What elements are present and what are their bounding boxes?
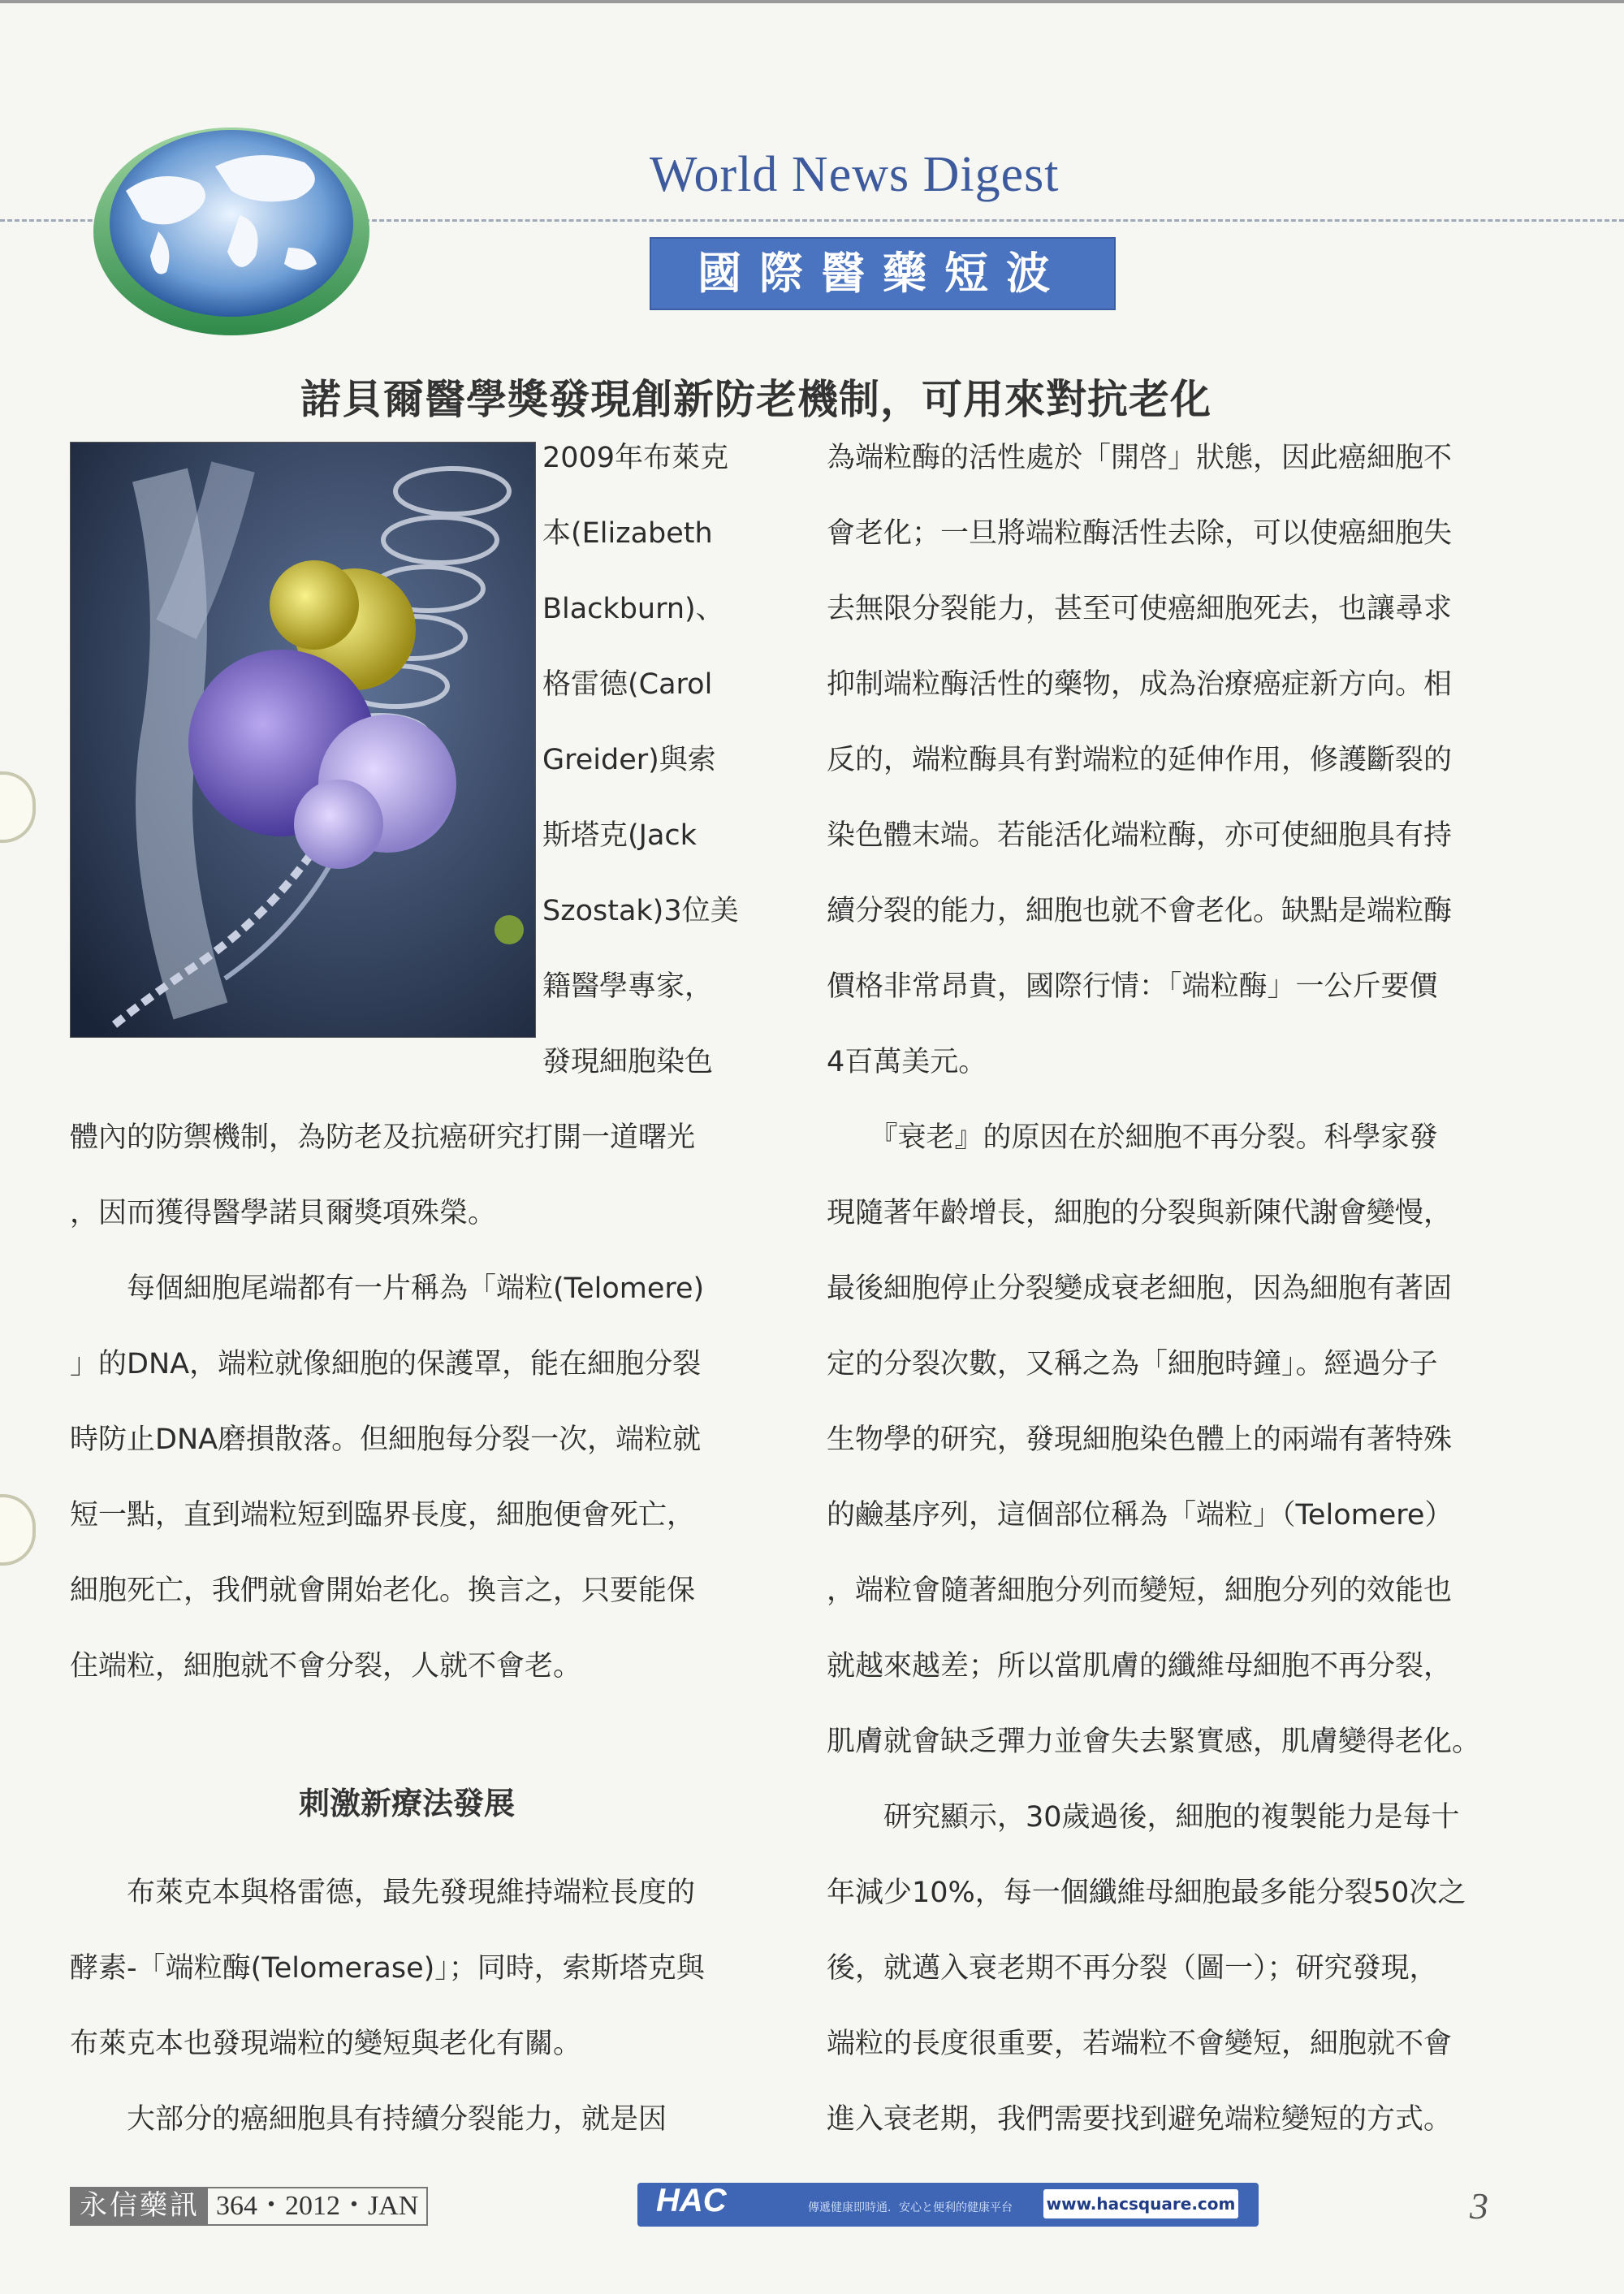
magazine-name: 永信藥訊	[71, 2188, 208, 2224]
text-line: 住端粒，細胞就不會分裂，人就不會老。	[70, 1650, 582, 1683]
header-title-english: World News Digest	[650, 147, 1060, 202]
text-line: 去無限分裂能力，甚至可使癌細胞死去，也讓尋求	[827, 593, 1453, 625]
text-line: 為端粒酶的活性處於「開啓」狀態，因此癌細胞不	[827, 442, 1453, 474]
text-line: 生物學的研究，發現細胞染色體上的兩端有著特殊	[827, 1423, 1453, 1456]
text-line: 斯塔克(Jack	[542, 819, 697, 852]
top-rule	[0, 0, 1624, 3]
text-line: 布萊克本也發現端粒的變短與老化有關。	[70, 2028, 582, 2060]
page-number: 3	[1470, 2185, 1488, 2227]
text-line: Greider)與索	[542, 744, 716, 776]
text-line: 2009年布萊克	[542, 442, 729, 474]
issue-label: 364・2012・JAN	[216, 2191, 419, 2221]
article-left-column-2	[70, 1856, 744, 2158]
telomere-illustration	[70, 442, 536, 1038]
text-line: 現隨著年齡增長，細胞的分裂與新陳代謝會變慢，	[827, 1197, 1453, 1229]
text-line: 反的，端粒酶具有對端粒的延伸作用，修護斷裂的	[827, 744, 1453, 776]
text-line: 肌膚就會缺乏彈力並會失去緊實感，肌膚變得老化。	[827, 1726, 1481, 1758]
text-line: 就越來越差；所以當肌膚的纖維母細胞不再分裂，	[827, 1650, 1453, 1683]
text-line: 進入衰老期，我們需要找到避免端粒變短的方式。	[827, 2103, 1453, 2136]
text-line: ，因而獲得醫學諾貝爾獎項殊榮。	[70, 1197, 497, 1229]
text-line: 抑制端粒酶活性的藥物，成為治療癌症新方向。相	[827, 668, 1453, 701]
text-line: 酵素-「端粒酶(Telomerase)」；同時，索斯塔克與	[70, 1952, 705, 1985]
footer-issue-box	[70, 2187, 428, 2226]
text-line: 短一點，直到端粒短到臨界長度，細胞便會死亡，	[70, 1499, 696, 1531]
text-line: 大部分的癌細胞具有持續分裂能力，就是因	[70, 2103, 667, 2136]
article-headline: 諾貝爾醫學獎發現創新防老機制，可用來對抗老化	[300, 376, 1212, 423]
article-left-column	[70, 1100, 744, 1704]
text-line: 每個細胞尾端都有一片稱為「端粒(Telomere)	[70, 1272, 705, 1305]
text-line: 的鹼基序列，這個部位稱為「端粒」（Telomere）	[827, 1499, 1453, 1531]
text-line: 4百萬美元。	[827, 1046, 987, 1078]
text-line: 布萊克本與格雷德，最先發現維持端粒長度的	[70, 1877, 696, 1909]
text-line: 後，就邁入衰老期不再分裂（圖一）；研究發現，	[827, 1952, 1438, 1985]
hac-logo: HAC	[656, 2183, 727, 2218]
text-line: 價格非常昂貴，國際行情：「端粒酶」一公斤要價	[827, 970, 1438, 1003]
text-line: ，端粒會隨著細胞分列而變短，細胞分列的效能也	[827, 1575, 1453, 1607]
text-line: 」的DNA，端粒就像細胞的保護罩，能在細胞分裂	[70, 1348, 702, 1380]
text-line: Szostak)3位美	[542, 895, 739, 927]
text-line: 會老化；一旦將端粒酶活性去除，可以使癌細胞失	[827, 517, 1453, 550]
text-line: 『衰老』的原因在於細胞不再分裂。科學家發	[827, 1121, 1438, 1154]
text-line: 本(Elizabeth	[542, 517, 713, 550]
text-line: 續分裂的能力，細胞也就不會老化。缺點是端粒酶	[827, 895, 1453, 927]
text-line: 體內的防禦機制，為防老及抗癌研究打開一道曙光	[70, 1121, 696, 1154]
brand-tagline: 傳遞健康即時通．安心と便利的健康平台	[808, 2201, 1013, 2214]
section-subheading: 刺激新療法發展	[298, 1786, 515, 1821]
website-link[interactable]: www.hacsquare.com	[1043, 2189, 1238, 2218]
text-line: 格雷德(Carol	[542, 668, 713, 701]
text-line: 年減少10%，每一個纖維母細胞最多能分裂50次之	[827, 1877, 1466, 1909]
text-line: 研究顯示，30歲過後，細胞的複製能力是每十	[827, 1801, 1460, 1834]
globe-logo-icon	[77, 93, 386, 337]
text-line: 細胞死亡，我們就會開始老化。換言之，只要能保	[70, 1575, 696, 1607]
text-line: 染色體末端。若能活化端粒酶，亦可使細胞具有持	[827, 819, 1453, 852]
binder-hole-icon	[0, 771, 36, 843]
text-line: 定的分裂次數，又稱之為「細胞時鐘」。經過分子	[827, 1348, 1438, 1380]
text-line: 端粒的長度很重要，若端粒不會變短，細胞就不會	[827, 2028, 1453, 2060]
article-right-column	[827, 421, 1501, 2158]
header-title-chinese: 國際醫藥短波	[650, 237, 1116, 310]
text-line: 最後細胞停止分裂變成衰老細胞，因為細胞有著固	[827, 1272, 1453, 1305]
text-line: 籍醫學專家，	[542, 970, 714, 1003]
text-line: 時防止DNA磨損散落。但細胞每分裂一次，端粒就	[70, 1423, 702, 1456]
text-line: Blackburn)、	[542, 593, 724, 625]
article-wrap-column	[542, 421, 754, 1100]
text-line: 發現細胞染色	[542, 1046, 714, 1078]
binder-hole-icon	[0, 1494, 36, 1566]
